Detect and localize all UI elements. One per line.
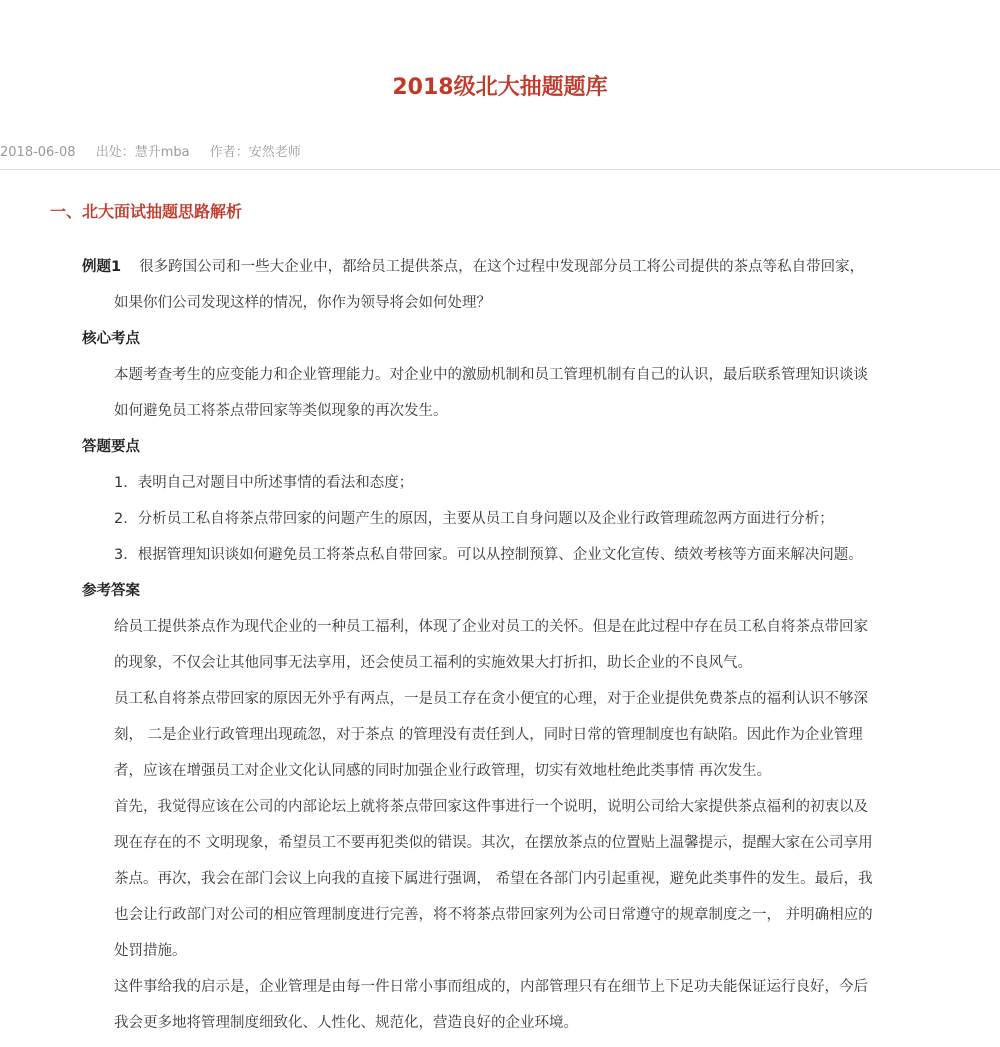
source-label: 出处：慧升mba <box>95 145 190 160</box>
answer-line-4: 刻， 二是企业行政管理出现疏忽，对于茶点 的管理没有责任到人，同时日常的管理制度也有缺陷。因此作为企业管理 <box>114 727 863 743</box>
core-heading: 核心考点 <box>82 331 140 347</box>
article-title: 2018级北大抽题题库 <box>392 75 608 100</box>
answer-heading: 参考答案 <box>82 583 140 599</box>
answer-line-12: 我会更多地将管理制度细致化、人性化、规范化，营造良好的企业环境。 <box>114 1015 578 1031</box>
author-label: 作者：安然老师 <box>209 145 301 160</box>
article-body <box>0 195 1000 1041</box>
core-line-2: 如何避免员工将茶点带回家等类似现象的再次发生。 <box>114 403 448 419</box>
question-text-1: 很多跨国公司和一些大企业中，都给员工提供茶点，在这个过程中发现部分员工将公司提供的茶点等私自带回家， <box>139 259 865 275</box>
answer-line-6: 首先，我觉得应该在公司的内部论坛上就将茶点带回家这件事进行一个说明，说明公司给大家提供茶点福利的初衷以及 <box>114 799 868 815</box>
answer-line-2: 的现象，不仅会让其他同事无法享用，还会使员工福利的实施效果大打折扣，助长企业的不良风气。 <box>114 655 752 671</box>
question-label: 例题1 <box>82 259 122 275</box>
point-item-2: 2．分析员工私自将茶点带回家的问题产生的原因，主要从员工自身问题以及企业行政管理疏忽两方面进行分析； <box>114 511 834 527</box>
question-line-1 <box>0 249 1000 285</box>
answer-line-11: 这件事给我的启示是，企业管理是由每一件日常小事而组成的，内部管理只有在细节上下足功夫能保证运行良好，今后 <box>114 979 868 995</box>
answer-line-10: 处罚措施。 <box>114 943 187 959</box>
answer-line-8: 茶点。再次，我会在部门会议上向我的直接下属进行强调， 希望在各部门内引起重视，避免此类事件的发生。最后，我 <box>114 871 873 887</box>
section-title: 一、北大面试抽题思路解析 <box>50 202 243 221</box>
answer-line-3: 员工私自将茶点带回家的原因无外乎有两点，一是员工存在贪小便宜的心理，对于企业提供免费茶点的福利认识不够深 <box>114 691 868 707</box>
points-heading: 答题要点 <box>82 439 140 455</box>
question-line-2: 如果你们公司发现这样的情况，你作为领导将会如何处理？ <box>114 295 491 311</box>
publish-date: 2018-06-08 <box>0 145 76 160</box>
answer-line-9: 也会让行政部门对公司的相应管理制度进行完善，将不将茶点带回家列为公司日常遵守的规章制度之一， 并明确相应的 <box>114 907 873 923</box>
answer-line-5: 者，应该在增强员工对企业文化认同感的同时加强企业行政管理，切实有效地杜绝此类事情 再次发生。 <box>114 763 772 779</box>
point-item-3: 3．根据管理知识谈如何避免员工将茶点私自带回家。可以从控制预算、企业文化宣传、绩效考核等方面来解决问题。 <box>114 547 863 563</box>
header-divider <box>0 169 1000 170</box>
article-meta <box>0 142 317 164</box>
answer-line-7: 现在存在的不 文明现象，希望员工不要再犯类似的错误。其次，在摆放茶点的位置贴上温馨提示，提醒大家在公司享用 <box>114 835 873 851</box>
core-line-1: 本题考查考生的应变能力和企业管理能力。对企业中的激励机制和员工管理机制有自己的认识，最后联系管理知识谈谈 <box>114 367 868 383</box>
point-item-1: 1．表明自己对题目中所述事情的看法和态度； <box>114 475 414 491</box>
answer-line-1: 给员工提供茶点作为现代企业的一种员工福利，体现了企业对员工的关怀。但是在此过程中存在员工私自将茶点带回家 <box>114 619 868 635</box>
